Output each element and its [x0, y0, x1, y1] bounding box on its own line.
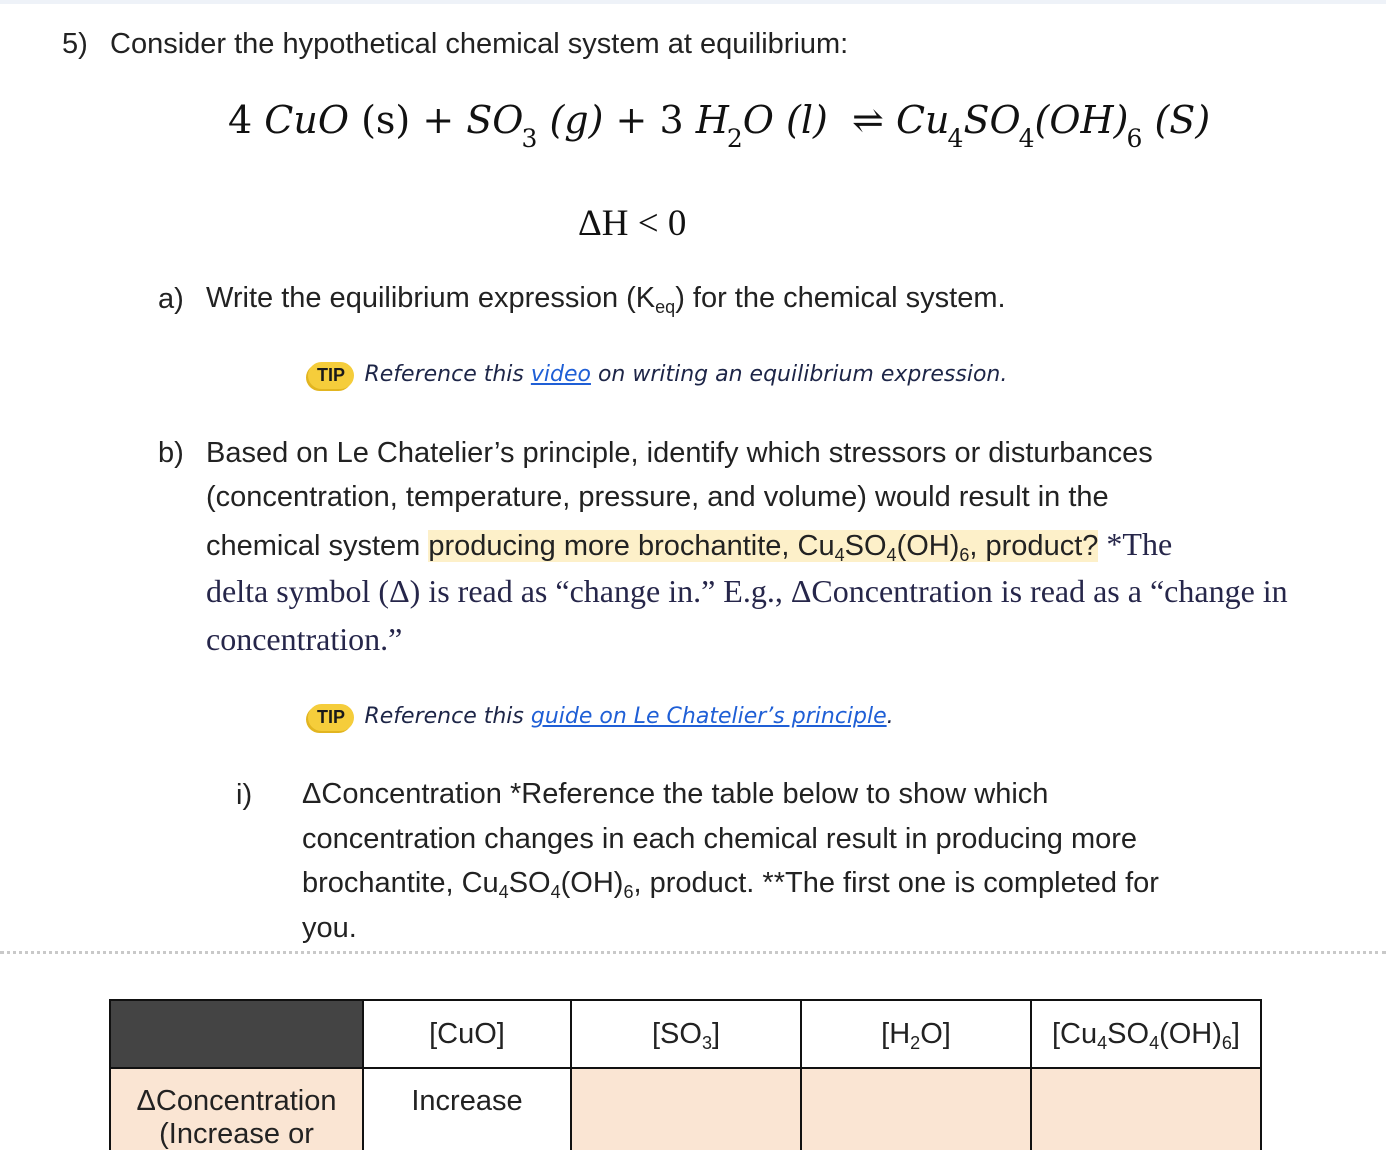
video-link[interactable]: video [530, 362, 591, 387]
part-i-line3: brochantite, $Cu_4SO_4(OH)_6$, product. **The first one is completed for [302, 867, 1159, 902]
part-i-line2: concentration changes in each chemical result in producing more [302, 823, 1138, 855]
tip-badge: TIP [308, 704, 354, 731]
part-i-line1: ΔConcentration *Reference the table below to show which [302, 778, 1049, 810]
state-symbol: (S) [1154, 98, 1211, 142]
tip-badge: TIP [308, 362, 354, 389]
coefficient: 3 [659, 98, 684, 142]
chemical-equation [228, 98, 1211, 153]
row-label: ΔConcentration (Increase or [110, 1068, 363, 1150]
h2o-formula: $H_2O$ [695, 98, 774, 153]
top-border [0, 0, 1386, 4]
coefficient: 4 [228, 98, 253, 142]
state-symbol: (g) [549, 98, 604, 142]
header-h2o: $[H_2O]$ [801, 1000, 1031, 1068]
part-b-line4: delta symbol (Δ) is read as “change in.” E.g., ΔConcentration is read as a “change in [206, 573, 1288, 609]
part-b-label: b) [158, 437, 184, 469]
table-header-row [110, 1000, 1261, 1068]
table-corner-cell [110, 1000, 363, 1068]
cell-h2o[interactable] [801, 1068, 1031, 1150]
state-symbol: (s) [361, 98, 411, 142]
plus-sign: + [615, 98, 648, 142]
tip-guide: TIP Reference this guide on Le Chatelier’s principle. [308, 704, 894, 731]
part-i-line4: you. [302, 912, 357, 944]
concentration-table [109, 999, 1262, 1150]
equilibrium-arrow: ⇌ [852, 98, 884, 142]
part-a-label: a) [158, 283, 184, 315]
header-so3: $[SO_3]$ [571, 1000, 801, 1068]
tip-video: TIP Reference this video on writing an equilibrium expression. [308, 362, 1007, 389]
so3-formula: $SO_3$ [466, 98, 538, 153]
cell-cuo: Increase [363, 1068, 571, 1150]
cuo-formula: CuO [264, 98, 349, 142]
part-b-line3: chemical system producing more brochantite, $Cu_4SO_4(OH)_6$, product? *The [206, 526, 1173, 565]
question-text: Consider the hypothetical chemical system at equilibrium: [110, 28, 849, 60]
page-break-divider [0, 951, 1386, 954]
guide-link[interactable]: guide on Le Chatelier’s principle [530, 704, 887, 729]
part-b-line1: Based on Le Chatelier’s principle, identify which stressors or disturbances [206, 437, 1153, 469]
header-brochantite: $[Cu_4SO_4(OH)_6]$ [1031, 1000, 1261, 1068]
state-symbol: (l) [786, 98, 828, 142]
part-a-text: Write the equilibrium expression $(K_{eq})$ for the chemical system. [206, 282, 1006, 317]
part-b-line5: concentration.” [206, 621, 403, 657]
highlighted-question: producing more brochantite, $Cu_4SO_4(OH)_6$, product? [428, 530, 1099, 565]
cell-so3[interactable] [571, 1068, 801, 1150]
plus-sign: + [422, 98, 455, 142]
table-row [110, 1068, 1261, 1150]
question-number: 5) [62, 28, 88, 60]
header-cuo: [CuO] [363, 1000, 571, 1068]
enthalpy-condition: ΔH < 0 [578, 203, 687, 244]
part-b-line2: (concentration, temperature, pressure, and volume) would result in the [206, 481, 1109, 513]
part-i-label: i) [236, 779, 253, 811]
cell-brochantite[interactable] [1031, 1068, 1261, 1150]
brochantite-formula: $Cu_4SO_4(OH)_6$ [895, 98, 1143, 153]
